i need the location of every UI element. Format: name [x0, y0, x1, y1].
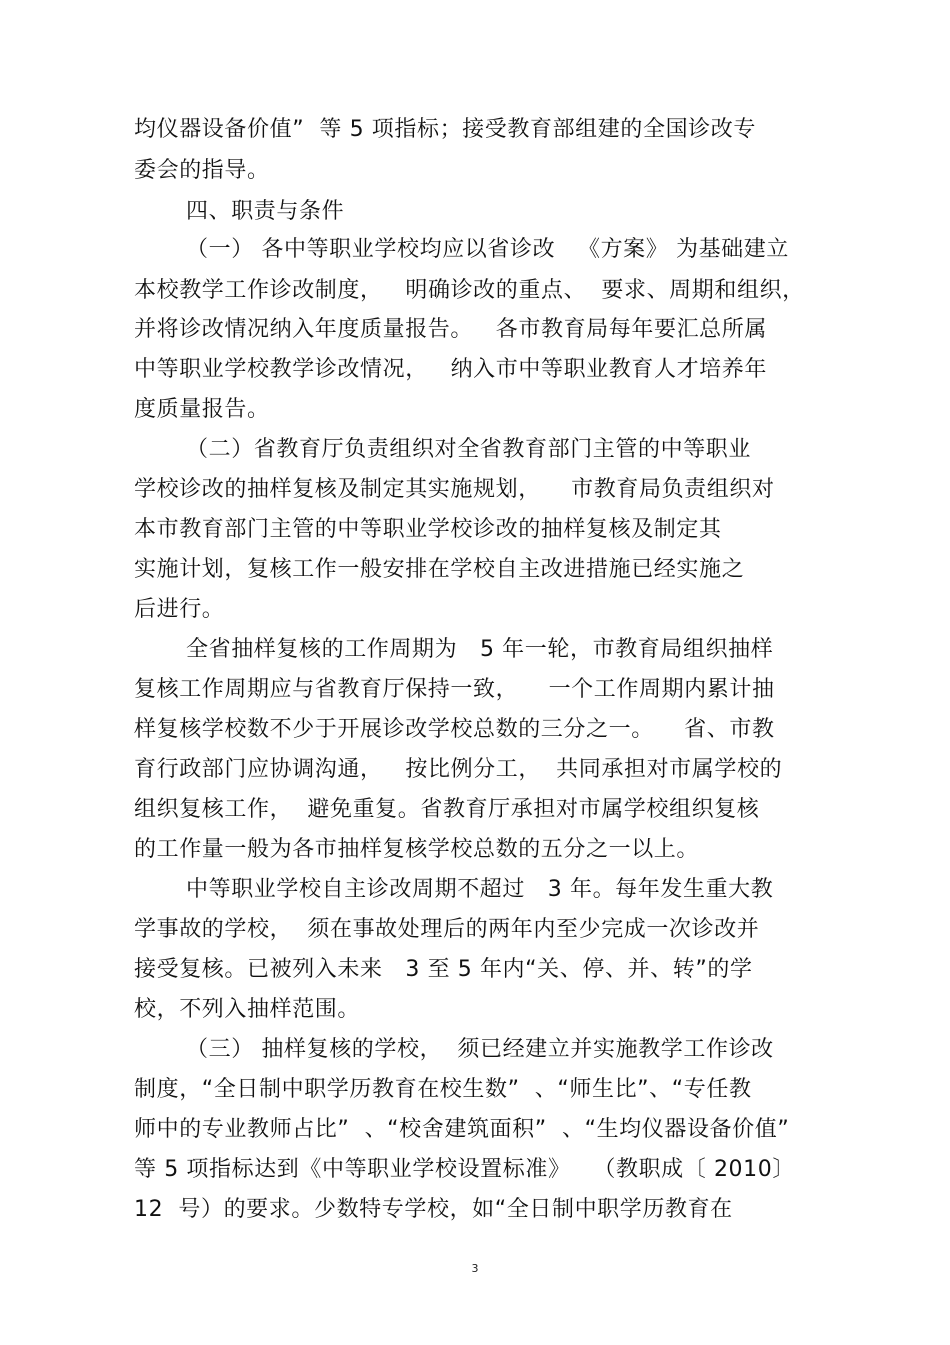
- text-line-25: 制度，“全日制中职学历教育在校生数” 、“师生比”、“专任教: [134, 1077, 752, 1102]
- text-line-2: 委会的指导。: [134, 158, 270, 183]
- text-line-21: 学事故的学校， 须在事故处理后的两年内至少完成一次诊改并: [134, 917, 760, 942]
- text-line-9: （二）省教育厅负责组织对全省教育部门主管的中等职业: [186, 437, 752, 462]
- text-line-18: 组织复核工作， 避免重复。省教育厅承担对市属学校组织复核: [134, 797, 760, 822]
- text-line-13: 后进行。: [134, 597, 225, 622]
- text-line-28: 12 号）的要求。少数特专学校，如“全日制中职学历教育在: [134, 1197, 733, 1222]
- text-line-11: 本市教育部门主管的中等职业学校诊改的抽样复核及制定其: [134, 517, 722, 542]
- text-line-12: 实施计划，复核工作一般安排在学校自主改进措施已经实施之: [134, 557, 745, 582]
- text-line-4: （一） 各中等职业学校均应以省诊改 《方案》 为基础建立: [186, 237, 789, 262]
- section-heading: 四、职责与条件: [186, 199, 345, 224]
- text-line-5: 本校教学工作诊改制度， 明确诊改的重点、 要求、周期和组织，: [134, 278, 805, 303]
- text-line-23: 校，不列入抽样范围。: [134, 997, 361, 1022]
- text-line-20: 中等职业学校自主诊改周期不超过 3 年。每年发生重大教: [186, 877, 774, 902]
- page-number: 3: [471, 1262, 479, 1275]
- text-line-14: 全省抽样复核的工作周期为 5 年一轮，市教育局组织抽样: [186, 637, 774, 662]
- text-line-22: 接受复核。已被列入未来 3 至 5 年内“关、停、并、转”的学: [134, 957, 753, 982]
- text-line-1: 均仪器设备价值” 等 5 项指标；接受教育部组建的全国诊改专: [134, 117, 756, 142]
- text-line-17: 育行政部门应协调沟通， 按比例分工， 共同承担对市属学校的: [134, 757, 783, 782]
- text-line-27: 等 5 项指标达到《中等职业学校设置标准》 （教职成〔 2010〕: [134, 1157, 795, 1182]
- text-line-24: （三） 抽样复核的学校， 须已经建立并实施教学工作诊改: [186, 1037, 774, 1062]
- text-line-7: 中等职业学校教学诊改情况， 纳入市中等职业教育人才培养年: [134, 357, 767, 382]
- text-line-19: 的工作量一般为各市抽样复核学校总数的五分之一以上。: [134, 837, 700, 862]
- text-line-6: 并将诊改情况纳入年度质量报告。 各市教育局每年要汇总所属: [134, 317, 767, 342]
- text-line-16: 样复核学校数不少于开展诊改学校总数的三分之一。 省、市教: [134, 717, 775, 742]
- text-line-26: 师中的专业教师占比” 、“校舍建筑面积” 、“生均仪器设备价值”: [134, 1117, 790, 1142]
- text-line-10: 学校诊改的抽样复核及制定其实施规划， 市教育局负责组织对: [134, 477, 775, 502]
- text-line-15: 复核工作周期应与省教育厅保持一致， 一个工作周期内累计抽: [134, 677, 775, 702]
- text-line-8: 度质量报告。: [134, 397, 270, 422]
